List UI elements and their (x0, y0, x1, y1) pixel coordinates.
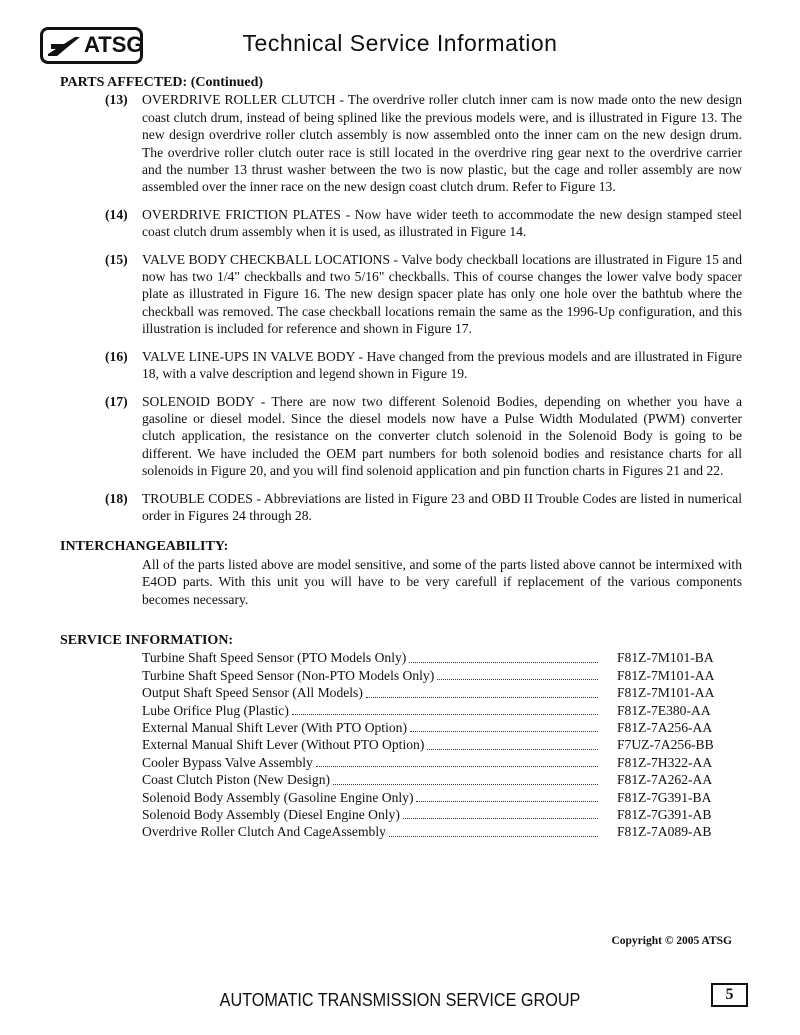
item-number: (13) (105, 92, 128, 108)
part-description: Solenoid Body Assembly (Diesel Engine Only) (142, 807, 400, 823)
part-number: F81Z-7M101-AA (617, 667, 715, 683)
part-description: Turbine Shaft Speed Sensor (Non-PTO Models Only) (142, 667, 435, 683)
list-item (60, 348, 742, 383)
part-number: F81Z-7M101-BA (617, 650, 714, 666)
item-number: (15) (105, 251, 128, 267)
page-number: 5 (711, 983, 748, 1007)
service-parts-list (60, 649, 742, 840)
dot-leader (427, 749, 598, 750)
part-description: Solenoid Body Assembly (Gasoline Engine Only) (142, 789, 414, 805)
dot-leader (389, 836, 598, 837)
service-part-row (60, 789, 742, 806)
part-number: F81Z-7M101-AA (617, 685, 715, 701)
item-number: (14) (105, 206, 128, 222)
service-part-row (60, 823, 742, 840)
interchangeability-text: All of the parts listed above are model sensitive, and some of the parts listed above cannot be intermixed with E4OD parts. With this unit you will have to be very carefull if replacement of the various components becomes necessary. (142, 556, 742, 607)
dot-leader (416, 801, 598, 802)
logo-text: ATSG (84, 32, 144, 57)
interchangeability-heading: INTERCHANGEABILITY: (60, 539, 229, 555)
item-text: OVERDRIVE FRICTION PLATES - Now have wider teeth to accommodate the new design stamped steel coast clutch drum assembly when it is used, as illustrated in Figure 14. (142, 206, 742, 240)
item-text: VALVE LINE-UPS IN VALVE BODY - Have changed from the previous models and are illustrated in Figure 18, with a valve description and legend shown in Figure 19. (142, 348, 742, 382)
service-part-row (60, 702, 742, 719)
item-text: OVERDRIVE ROLLER CLUTCH - The overdrive roller clutch inner cam is now made onto the new design coast clutch drum, instead of being splined like the previous models were, and is illustrated in Figure 13. The new design overdrive roller clutch assembly is now assembled onto the inner cam on the new design drum. The overdrive roller clutch outer race is still located in the overdrive ring gear next to the overdrive carrier and the number 13 thrust washer between the two is now plastic, but the cage and roller assembly are now assembled over the inner race on the new design coast clutch drum. Refer to Figure 13. (142, 92, 742, 195)
dot-leader (316, 766, 598, 767)
part-description: Overdrive Roller Clutch And CageAssembly (142, 824, 386, 840)
part-number: F81Z-7A256-AA (617, 720, 713, 735)
service-part-row (60, 771, 742, 788)
list-item (60, 206, 742, 241)
list-item (60, 393, 742, 480)
dot-leader (403, 818, 598, 819)
service-part-row (60, 736, 742, 753)
copyright-notice: Copyright © 2005 ATSG (611, 935, 732, 947)
service-part-row (60, 649, 742, 666)
service-part-row (60, 667, 742, 684)
service-part-row (60, 806, 742, 823)
part-description: External Manual Shift Lever (Without PTO Option) (142, 737, 425, 753)
service-information-heading: SERVICE INFORMATION: (60, 632, 234, 648)
part-description: External Manual Shift Lever (With PTO Option) (142, 720, 407, 735)
dot-leader (410, 731, 598, 732)
service-part-row (60, 754, 742, 771)
item-text: SOLENOID BODY - There are now two different Solenoid Bodies, depending on whether you have a gasoline or diesel model. Since the diesel models now have a Pulse Width Modulated (PWM) converter clutch application, the resistance on the converter clutch solenoid in the Solenoid Body is going to be different. We have included the OEM part numbers for both solenoid bodies and resistance charts for all solenoids in Figure 20, and you will find solenoid application and pin function charts in Figures 21 and 22. (142, 393, 742, 479)
item-text: VALVE BODY CHECKBALL LOCATIONS - Valve body checkball locations are illustrated in Figure 15 and now has two 1/4" checkballs and two 5/16" checkballs. This of course changes the lower valve body spacer plate as illustrated in Figure 16. The new design spacer plate has only one hole over the bathtub where the checkball was removed. The case checkball locations remain the same as the 1996-Up configuration, and this illustration is included for reference and shown in Figure 17. (142, 251, 742, 337)
dot-leader (409, 662, 598, 663)
list-item (60, 490, 742, 525)
page-title: Technical Service Information (242, 30, 558, 56)
part-description: Turbine Shaft Speed Sensor (PTO Models Only) (142, 650, 407, 666)
item-number: (16) (105, 348, 128, 364)
document-body (60, 74, 742, 841)
part-description: Lube Orifice Plug (Plastic) (142, 702, 289, 718)
dot-leader (333, 784, 598, 785)
list-item (60, 91, 742, 195)
part-number: F81Z-7A262-AA (617, 772, 713, 788)
item-number: (17) (105, 393, 128, 409)
part-number: F81Z-7G391-AB (617, 807, 712, 823)
service-part-row (60, 684, 742, 701)
part-number: F7UZ-7A256-BB (617, 737, 714, 753)
dot-leader (437, 679, 598, 680)
part-description: Output Shaft Speed Sensor (All Models) (142, 685, 363, 701)
part-number: F81Z-7G391-BA (617, 789, 712, 805)
parts-affected-heading: PARTS AFFECTED: (Continued) (60, 75, 264, 90)
part-description: Coast Clutch Piston (New Design) (142, 772, 331, 788)
dot-leader (292, 714, 598, 715)
part-description: Cooler Bypass Valve Assembly (142, 754, 313, 770)
part-number: F81Z-7E380-AA (617, 702, 711, 718)
list-item (60, 251, 742, 338)
dot-leader (366, 697, 598, 698)
service-part-row (60, 719, 742, 736)
item-text: TROUBLE CODES - Abbreviations are listed in Figure 23 and OBD II Trouble Codes are listed in numerical order in Figures 24 through 28. (142, 490, 742, 523)
part-number: F81Z-7H322-AA (617, 754, 713, 770)
part-number: F81Z-7A089-AB (617, 824, 712, 840)
footer-title: AUTOMATIC TRANSMISSION SERVICE GROUP (219, 990, 581, 1010)
item-number: (18) (105, 490, 128, 506)
